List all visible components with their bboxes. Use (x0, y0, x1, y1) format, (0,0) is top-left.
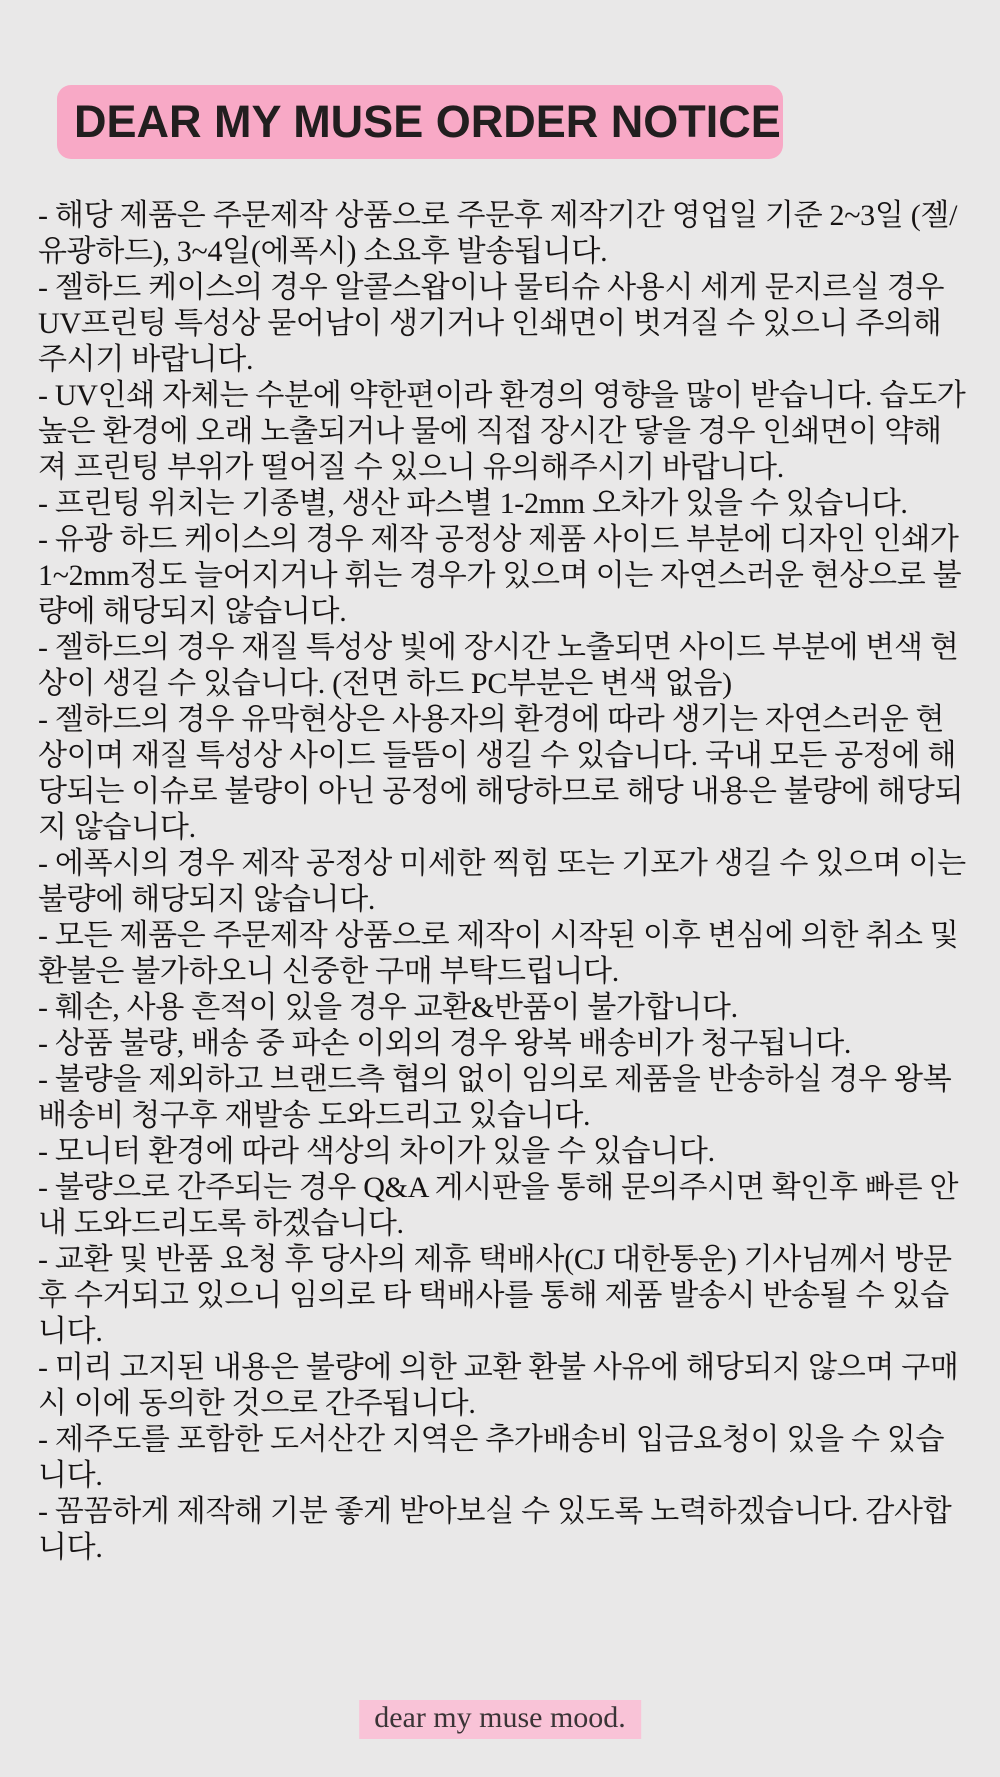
notice-item: - 모든 제품은 주문제작 상품으로 제작이 시작된 이후 변심에 의한 취소 및 환불은 불가하오니 신중한 구매 부탁드립니다. (38, 919, 959, 988)
notice-item: - 젤하드의 경우 유막현상은 사용자의 환경에 따라 생기는 자연스러운 현상이며 재질 특성상 사이드 들뜸이 생길 수 있습니다. 국내 모든 공정에 해당되는 이슈로 불량이 아닌 공정에 해당하므로 해당 내용은 불량에 해당되지 않습니다. (38, 703, 964, 844)
notice-item: - 에폭시의 경우 제작 공정상 미세한 찍힘 또는 기포가 생길 수 있으며 이는 불량에 해당되지 않습니다. (38, 847, 966, 916)
brand-badge (359, 1700, 641, 1739)
notice-item: - 훼손, 사용 흔적이 있을 경우 교환&반품이 불가합니다. (38, 991, 738, 1024)
notice-item: - 상품 불량, 배송 중 파손 이외의 경우 왕복 배송비가 청구됩니다. (38, 1027, 852, 1060)
notice-item: - 불량으로 간주되는 경우 Q&A 게시판을 통해 문의주시면 확인후 빠른 안내 도와드리도록 하겠습니다. (38, 1171, 959, 1240)
notice-item: - 젤하드의 경우 재질 특성상 빛에 장시간 노출되면 사이드 부분에 변색 현상이 생길 수 있습니다. (전면 하드 PC부분은 변색 없음) (38, 631, 959, 700)
page-title: DEAR MY MUSE ORDER NOTICE (74, 96, 781, 147)
title-badge (57, 85, 783, 159)
notice-item: - 미리 고지된 내용은 불량에 의한 교환 환불 사유에 해당되지 않으며 구매시 이에 동의한 것으로 간주됩니다. (38, 1351, 959, 1420)
notice-item: - 불량을 제외하고 브랜드측 협의 없이 임의로 제품을 반송하실 경우 왕복 배송비 청구후 재발송 도와드리고 있습니다. (38, 1063, 952, 1132)
notice-item: - 젤하드 케이스의 경우 알콜스왑이나 물티슈 사용시 세게 문지르실 경우 UV프린팅 특성상 묻어남이 생기거나 인쇄면이 벗겨질 수 있으니 주의해주시기 바랍니다. (38, 271, 945, 376)
notice-item: - 모니터 환경에 따라 색상의 차이가 있을 수 있습니다. (38, 1135, 715, 1168)
brand-label: dear my muse mood. (374, 1701, 626, 1734)
notice-item: - 꼼꼼하게 제작해 기분 좋게 받아보실 수 있도록 노력하겠습니다. 감사합니다. (38, 1495, 952, 1564)
notice-item: - 유광 하드 케이스의 경우 제작 공정상 제품 사이드 부분에 디자인 인쇄가 1~2mm정도 늘어지거나 휘는 경우가 있으며 이는 자연스러운 현상으로 불량에 해당되지 않습니다. (38, 523, 962, 628)
notice-item: - 프린팅 위치는 기종별, 생산 파스별 1-2mm 오차가 있을 수 있습니다. (38, 487, 908, 520)
notice-item: - 제주도를 포함한 도서산간 지역은 추가배송비 입금요청이 있을 수 있습니다. (38, 1423, 945, 1492)
notice-item: - 해당 제품은 주문제작 상품으로 주문후 제작기간 영업일 기준 2~3일 (젤/유광하드), 3~4일(에폭시) 소요후 발송됩니다. (38, 199, 958, 268)
notice-item: - UV인쇄 자체는 수분에 약한편이라 환경의 영향을 많이 받습니다. 습도가 높은 환경에 오래 노출되거나 물에 직접 장시간 닿을 경우 인쇄면이 약해져 프린팅 부위가 떨어질 수 있으니 유의해주시기 바랍니다. (38, 379, 966, 484)
notice-item: - 교환 및 반품 요청 후 당사의 제휴 택배사(CJ 대한통운) 기사님께서 방문후 수거되고 있으니 임의로 타 택배사를 통해 제품 발송시 반송될 수 있습니다. (38, 1243, 952, 1348)
notice-list (38, 198, 966, 1566)
